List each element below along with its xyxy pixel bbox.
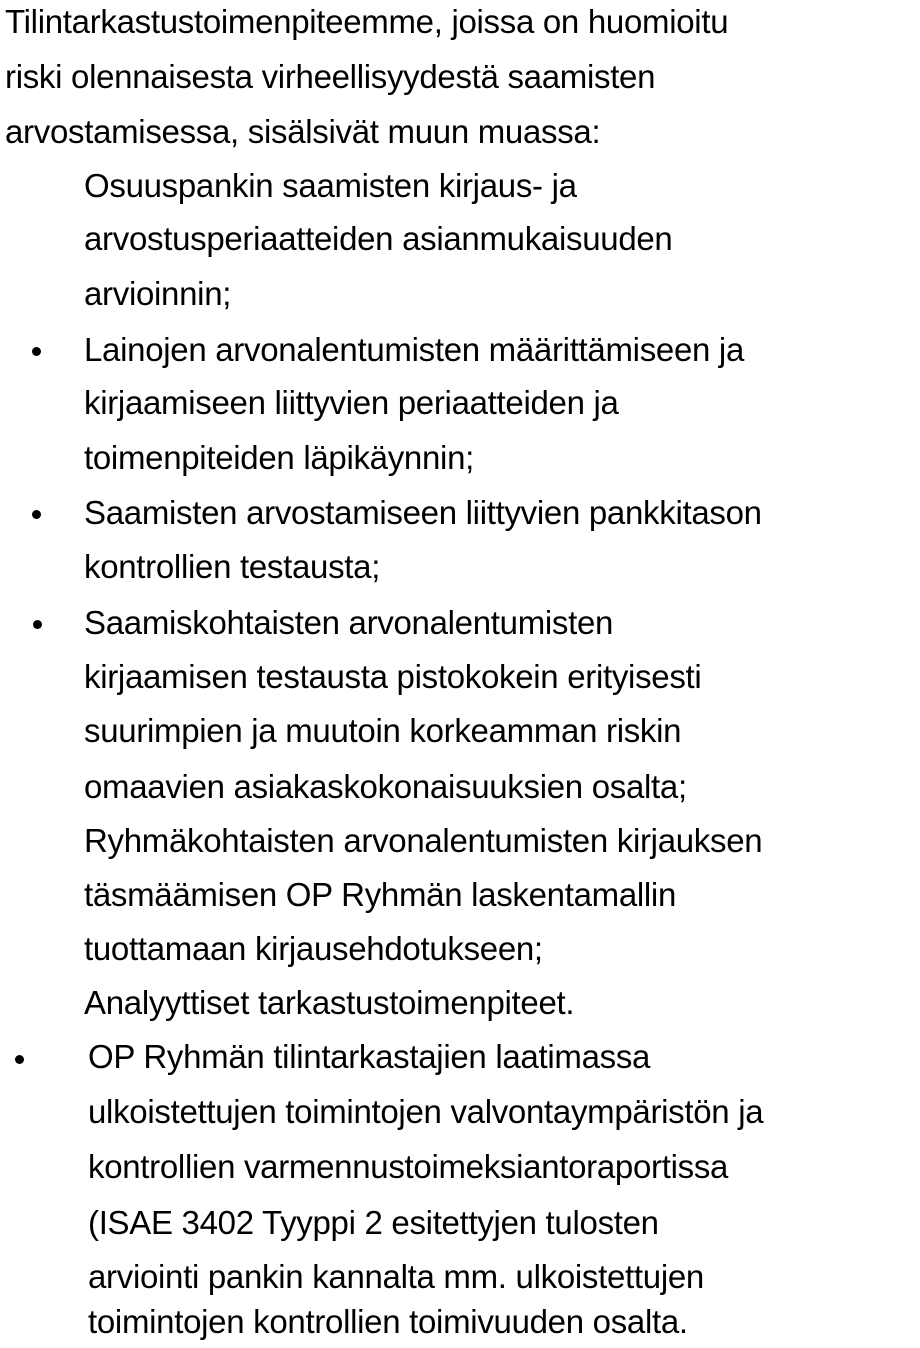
list-item-line: arvostusperiaatteiden asianmukaisuuden <box>84 220 673 257</box>
bullet-icon <box>32 510 41 519</box>
list-item-line: kirjaamisen testausta pistokokein erityisesti <box>84 658 702 695</box>
list-item-line: Analyyttiset tarkastustoimenpiteet. <box>84 984 575 1021</box>
list-item-line: Ryhmäkohtaisten arvonalentumisten kirjauksen <box>84 822 763 859</box>
list-item-line: Saamiskohtaisten arvonalentumisten <box>84 604 614 641</box>
list-item-line: Osuuspankin saamisten kirjaus- ja <box>84 167 577 204</box>
list-item-line: kontrollien varmennustoimeksiantoraportissa <box>88 1148 729 1185</box>
list-item-line: arviointi pankin kannalta mm. ulkoistettujen <box>88 1258 704 1295</box>
list-item-line: ulkoistettujen toimintojen valvontaympäristön ja <box>88 1093 764 1130</box>
list-item-line: suurimpien ja muutoin korkeamman riskin <box>84 712 682 749</box>
list-item-line: kontrollien testausta; <box>84 548 381 585</box>
list-item-line: omaavien asiakaskokonaisuuksien osalta; <box>84 768 687 805</box>
list-item-line: täsmäämisen OP Ryhmän laskentamallin <box>84 876 677 913</box>
list-item-line: tuottamaan kirjausehdotukseen; <box>84 930 543 967</box>
list-item-line: toimintojen kontrollien toimivuuden osalta. <box>88 1303 688 1340</box>
bullet-icon <box>33 620 42 629</box>
bullet-icon <box>15 1055 24 1064</box>
list-item-line: Saamisten arvostamiseen liittyvien pankkitason <box>84 494 762 531</box>
list-item-line: (ISAE 3402 Tyyppi 2 esitettyjen tulosten <box>88 1204 659 1241</box>
intro-line: Tilintarkastustoimenpiteemme, joissa on huomioitu <box>5 3 729 40</box>
list-item-line: OP Ryhmän tilintarkastajien laatimassa <box>88 1038 651 1075</box>
list-item-line: kirjaamiseen liittyvien periaatteiden ja <box>84 384 619 421</box>
list-item-line: toimenpiteiden läpikäynnin; <box>84 439 474 476</box>
list-item-line: Lainojen arvonalentumisten määrittämiseen ja <box>84 331 745 368</box>
bullet-icon <box>32 347 41 356</box>
list-item-line: arvioinnin; <box>84 275 232 312</box>
intro-line: arvostamisessa, sisälsivät muun muassa: <box>5 113 601 150</box>
intro-line: riski olennaisesta virheellisyydestä saamisten <box>5 58 656 95</box>
